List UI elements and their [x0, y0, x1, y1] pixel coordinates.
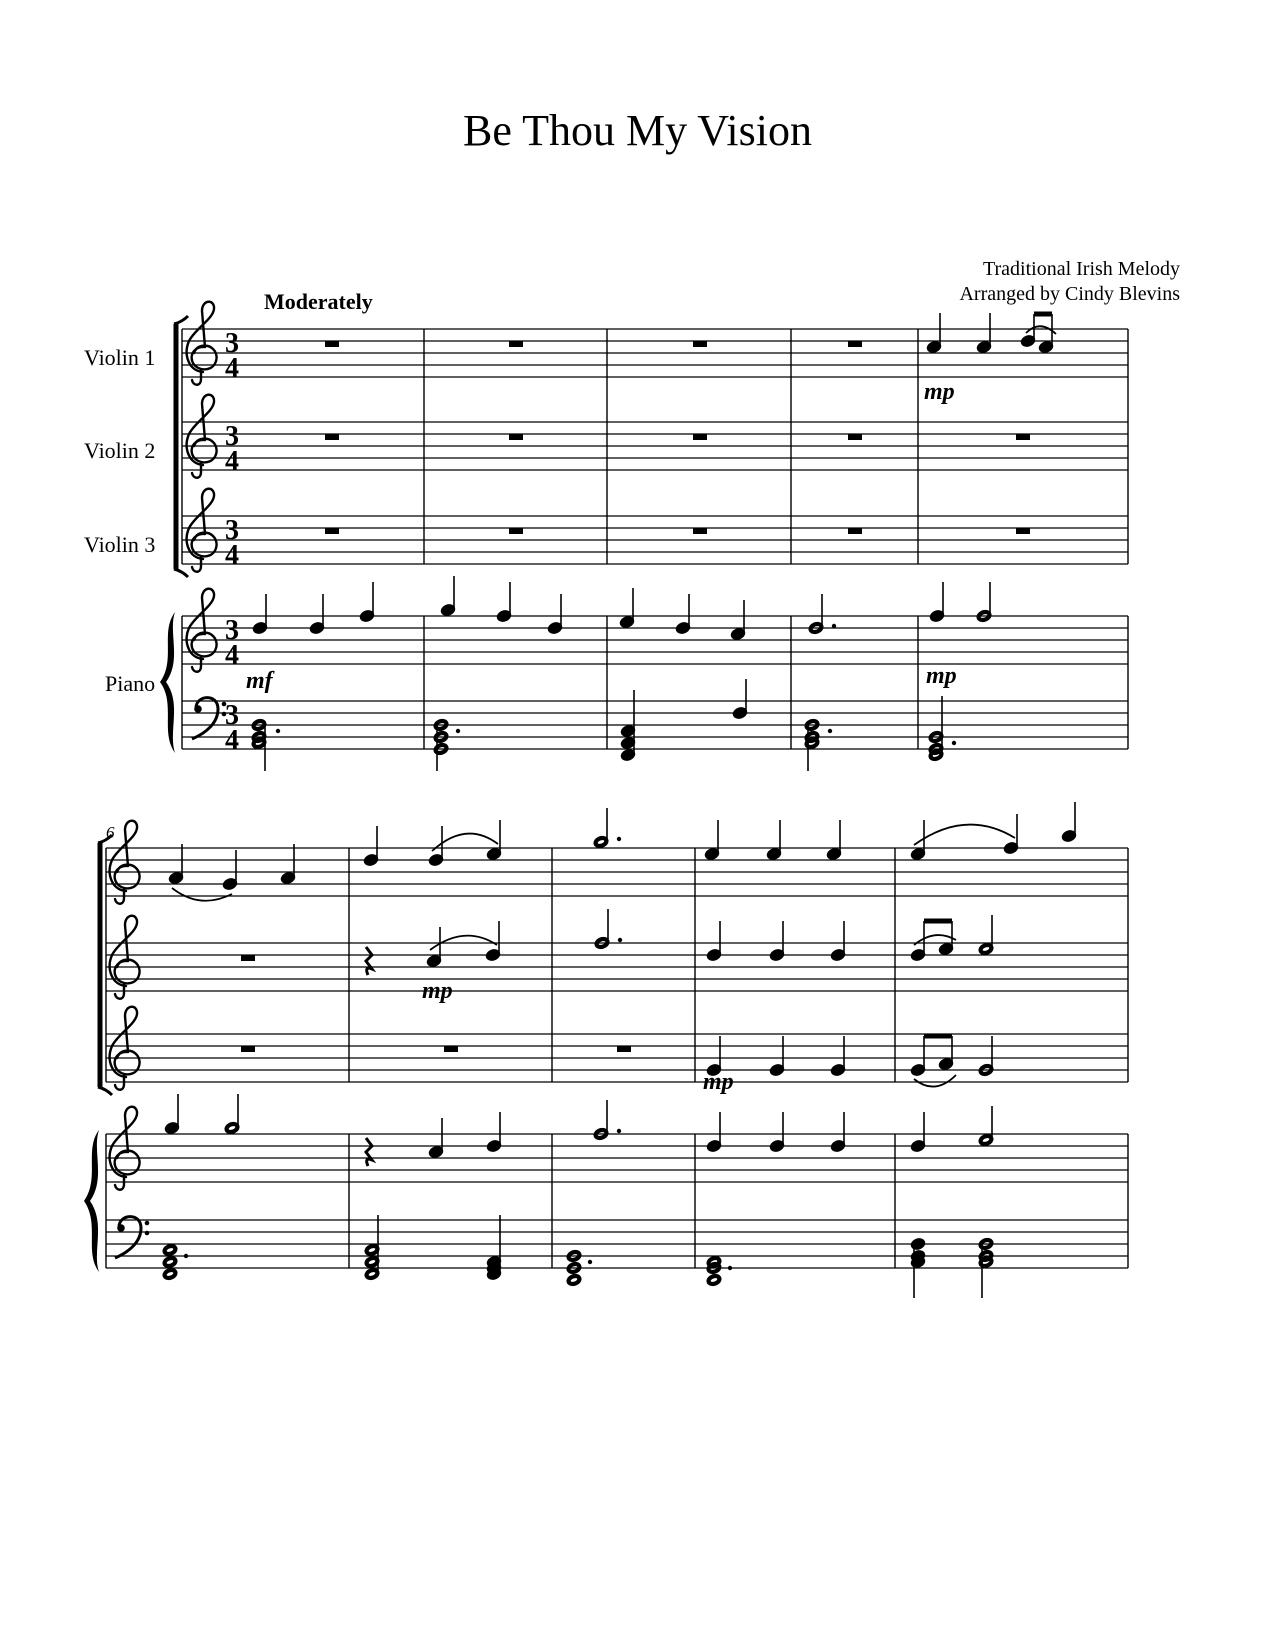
system-1 [160, 302, 1128, 771]
violin2-s2-notes [426, 909, 993, 968]
ts-bottom: 4 [225, 446, 239, 477]
staff-lines [182, 329, 1128, 749]
page-title: Be Thou My Vision [463, 106, 812, 155]
whole-rests [325, 341, 1030, 534]
dynamic-marking: mp [422, 978, 453, 1004]
dynamic-marking: mp [703, 1069, 734, 1095]
bass-clef [115, 1217, 149, 1258]
system-2 [84, 802, 1128, 1298]
arranger-credit: Arranged by Cindy Blevins [959, 283, 1180, 305]
tempo-marking: Moderately [264, 289, 373, 314]
dynamic-marking: mp [926, 663, 957, 689]
ts-bottom: 4 [225, 725, 239, 756]
violin1-m5-notes [926, 313, 1056, 354]
composer-credit: Traditional Irish Melody [982, 258, 1180, 280]
ts-bottom: 4 [225, 540, 239, 571]
dynamic-marking: mf [246, 668, 273, 694]
piano-rh-notes [252, 576, 991, 641]
treble-clef [110, 916, 140, 999]
violin1-s2-notes [168, 802, 1077, 901]
dynamic-marking: mp [924, 379, 955, 405]
ts-top: 3 [225, 615, 239, 646]
time-signature [225, 328, 239, 756]
measure-number: 6 [106, 823, 115, 842]
quarter-rests [366, 947, 372, 1166]
piano-brace [160, 612, 175, 753]
treble-clef [110, 1107, 140, 1190]
bass-clef [192, 698, 226, 739]
treble-clef [187, 395, 217, 478]
instrument-label-violin2: Violin 2 [84, 438, 156, 463]
ts-top: 3 [225, 700, 239, 731]
treble-clef [187, 302, 217, 385]
violin3-s2-notes [706, 1036, 993, 1087]
instrument-label-piano: Piano [105, 671, 156, 696]
ts-top: 3 [225, 328, 239, 359]
barlines [182, 329, 1128, 749]
treble-clef [187, 489, 217, 572]
piano-brace [84, 1130, 99, 1272]
piano-rh-notes [164, 1094, 993, 1159]
staff-lines [106, 848, 1128, 1268]
ts-bottom: 4 [225, 640, 239, 671]
treble-clef [187, 589, 217, 672]
treble-clef [110, 1007, 140, 1090]
ts-bottom: 4 [225, 353, 239, 384]
ts-top: 3 [225, 515, 239, 546]
instrument-label-violin3: Violin 3 [84, 532, 156, 557]
instrument-label-violin1: Violin 1 [84, 345, 156, 370]
ts-top: 3 [225, 421, 239, 452]
